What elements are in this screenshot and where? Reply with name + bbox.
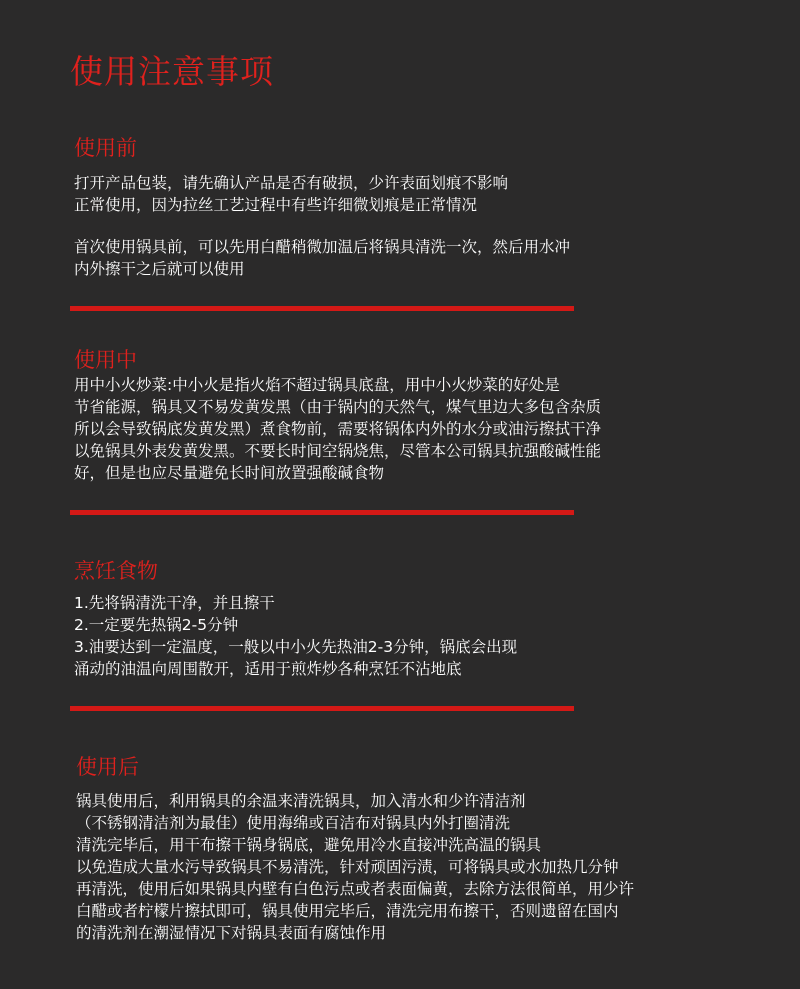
- text-line: 节省能源，锅具又不易发黄发黑（由于锅内的天然气，煤气里边大多包含杂质: [74, 398, 602, 416]
- text-line: 清洗完毕后，用干布擦干锅身锅底，避免用冷水直接冲洗高温的锅具: [76, 836, 542, 854]
- paragraph: [74, 374, 601, 484]
- text-line: 打开产品包装，请先确认产品是否有破损，少许表面划痕不影响: [74, 174, 509, 192]
- text-line: 以免锅具外表发黄发黑。不要长时间空锅烧焦，尽管本公司锅具抗强酸碱性能: [74, 442, 602, 460]
- text-line: 用中小火炒菜:中小火是指火焰不超过锅具底盘，用中小火炒菜的好处是: [74, 376, 560, 394]
- text-line: 好，但是也应尽量避免长时间放置强酸碱食物: [74, 464, 385, 482]
- section-divider: [70, 306, 574, 311]
- text-line: 3.油要达到一定温度，一般以中小火先热油2-3分钟，锅底会出现: [74, 638, 518, 656]
- section-divider: [70, 706, 574, 711]
- text-line: 2.一定要先热锅2-5分钟: [74, 616, 239, 634]
- text-line: 内外擦干之后就可以使用: [74, 260, 245, 278]
- text-line: 再清洗，使用后如果锅具内壁有白色污点或者表面偏黄，去除方法很简单，用少许: [76, 880, 635, 898]
- text-line: 首次使用锅具前，可以先用白醋稍微加温后将锅具清洗一次，然后用水冲: [74, 238, 571, 256]
- paragraph: [76, 790, 634, 944]
- text-line: 锅具使用后，利用锅具的余温来清洗锅具，加入清水和少许清洁剂: [76, 792, 526, 810]
- section-divider: [70, 510, 574, 515]
- text-line: 以免造成大量水污导致锅具不易清洗，针对顽固污渍，可将锅具或水加热几分钟: [76, 858, 619, 876]
- paragraph: [74, 592, 517, 680]
- text-line: 正常使用，因为拉丝工艺过程中有些许细微划痕是正常情况: [74, 196, 478, 214]
- text-line: 所以会导致锅底发黄发黑）煮食物前，需要将锅体内外的水分或油污擦拭干净: [74, 420, 602, 438]
- text-line: 白醋或者柠檬片擦拭即可，锅具使用完毕后，清洗完用布擦干，否则遗留在国内: [76, 902, 619, 920]
- text-line: （不锈钢清洁剂为最佳）使用海绵或百洁布对锅具内外打圈清洗: [76, 814, 511, 832]
- section-heading-during-use: 使用中: [74, 348, 137, 372]
- text-line: 1.先将锅清洗干净，并且擦干: [74, 594, 275, 612]
- text-line: 涌动的油温向周围散开，适用于煎炸炒各种烹饪不沾地底: [74, 660, 462, 678]
- text-line: 的清洗剂在潮湿情况下对锅具表面有腐蚀作用: [76, 924, 387, 942]
- paragraph: [74, 172, 508, 216]
- page-title: 使用注意事项: [70, 52, 274, 91]
- paragraph: [74, 236, 570, 280]
- section-heading-cooking: 烹饪食物: [74, 559, 158, 583]
- section-heading-after-use: 使用后: [76, 755, 139, 779]
- section-heading-before-use: 使用前: [74, 136, 137, 160]
